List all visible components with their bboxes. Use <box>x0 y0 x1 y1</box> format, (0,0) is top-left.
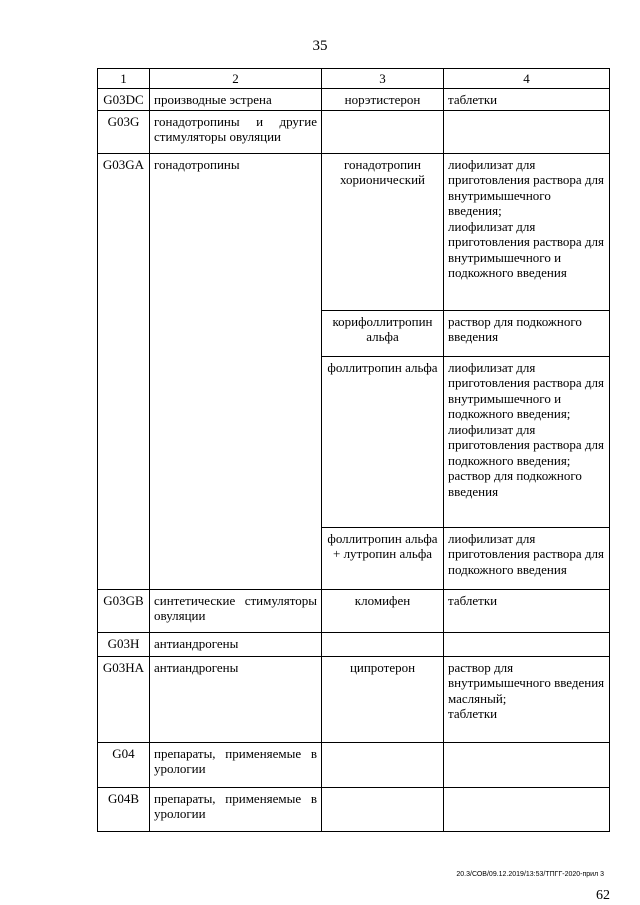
drug-table <box>97 68 610 832</box>
table-body <box>98 88 610 831</box>
table-row <box>98 632 610 656</box>
group-name-cell: гонадотропины <box>150 153 322 589</box>
table-header-row <box>98 69 610 89</box>
header-cell-3: 3 <box>322 69 444 89</box>
page-number: 35 <box>312 38 328 54</box>
dosage-form-cell <box>444 742 610 787</box>
dosage-form-cell <box>444 110 610 153</box>
drug-name-cell <box>322 742 444 787</box>
drug-name-cell: корифоллитропин альфа <box>322 310 444 356</box>
drug-name-cell <box>322 632 444 656</box>
dosage-form-cell: таблетки <box>444 88 610 110</box>
group-name-cell: гонадотропины и другие стимуляторы овуляции <box>150 110 322 153</box>
drug-name-cell: гонадотропин хорионический <box>322 153 444 310</box>
drug-name-cell: ципротерон <box>322 656 444 742</box>
table-row <box>98 787 610 831</box>
drug-name-cell <box>322 110 444 153</box>
header-cell-1: 1 <box>98 69 150 89</box>
footer-code: 20.3/СОВ/09.12.2019/13:53/ТПГГ-2020-прил 3 <box>456 871 604 878</box>
atc-code-cell: G03DC <box>98 88 150 110</box>
table-row <box>98 153 610 310</box>
dosage-form-cell: таблетки <box>444 589 610 632</box>
group-name-cell: синтетические стимуляторы овуляции <box>150 589 322 632</box>
dosage-form-cell: лиофилизат для приготовления раствора для подкожного введения <box>444 527 610 589</box>
atc-code-cell: G03H <box>98 632 150 656</box>
table-row <box>98 110 610 153</box>
group-name-cell: препараты, применяемые в урологии <box>150 742 322 787</box>
atc-code-cell: G04 <box>98 742 150 787</box>
drug-name-cell: кломифен <box>322 589 444 632</box>
drug-name-cell: фоллитропин альфа + лутропин альфа <box>322 527 444 589</box>
header-cell-2: 2 <box>150 69 322 89</box>
header-cell-4: 4 <box>444 69 610 89</box>
group-name-cell: антиандрогены <box>150 656 322 742</box>
table-row <box>98 656 610 742</box>
dosage-form-cell: раствор для внутримышечного введения масляный; таблетки <box>444 656 610 742</box>
atc-code-cell: G03GA <box>98 153 150 589</box>
atc-code-cell: G04B <box>98 787 150 831</box>
drug-name-cell <box>322 787 444 831</box>
dosage-form-cell <box>444 632 610 656</box>
atc-code-cell: G03GB <box>98 589 150 632</box>
group-name-cell: антиандрогены <box>150 632 322 656</box>
atc-code-cell: G03HA <box>98 656 150 742</box>
drug-name-cell: фоллитропин альфа <box>322 356 444 527</box>
group-name-cell: производные эстрена <box>150 88 322 110</box>
dosage-form-cell: лиофилизат для приготовления раствора для внутримышечного и подкожного введения; лиофилизат для приготовления раствора для подкожного введения; раствор для подкожного введения <box>444 356 610 527</box>
dosage-form-cell: раствор для подкожного введения <box>444 310 610 356</box>
table-row <box>98 589 610 632</box>
corner-page-number: 62 <box>596 888 610 903</box>
atc-code-cell: G03G <box>98 110 150 153</box>
drug-name-cell: норэтистерон <box>322 88 444 110</box>
dosage-form-cell: лиофилизат для приготовления раствора для внутримышечного введения; лиофилизат для приготовления раствора для внутримышечного и подкожного введения <box>444 153 610 310</box>
dosage-form-cell <box>444 787 610 831</box>
group-name-cell: препараты, применяемые в урологии <box>150 787 322 831</box>
table-row <box>98 88 610 110</box>
table-row <box>98 742 610 787</box>
